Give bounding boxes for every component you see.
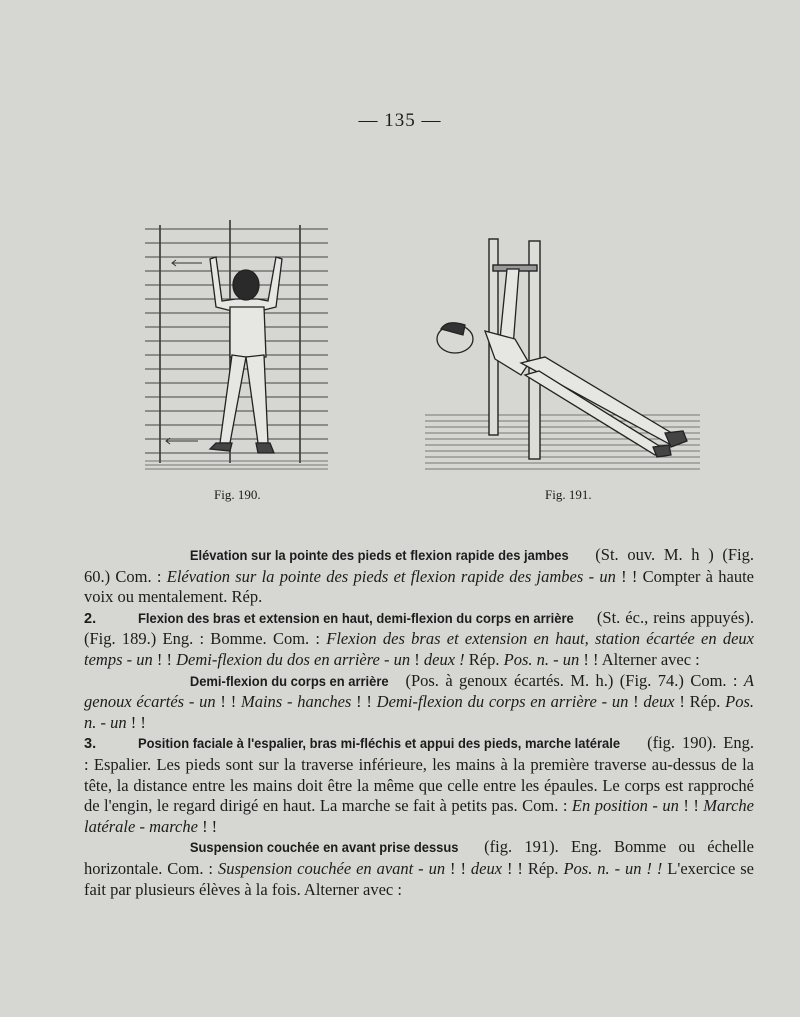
text: ! Rép.	[674, 692, 726, 712]
text: ! ! Rép.	[502, 858, 564, 878]
text: (St. éc., reins appuyés). (Fig. 189.) Eng. : Bomme. Com. :	[84, 607, 754, 649]
exercise-number: 3.	[84, 736, 97, 753]
text: (fig. 190). Eng. : Espalier. Les pieds sont sur la traverse inférieure, les mains à la première traverse au-dessus de la tête, la distance entre les mains doit être la même que celle entre les épaules. Le corps est rapproché de l'engin, le regard dirigé en haut. La marche se fait à petits pas. Com. :	[84, 733, 754, 816]
command: Suspension couchée en avant - un	[217, 858, 446, 878]
text: ! !	[152, 649, 177, 669]
text: ! !	[215, 692, 241, 712]
exercise-number: 2.	[84, 610, 97, 627]
text: ! !	[197, 816, 218, 836]
figure-190-illustration	[140, 215, 335, 475]
exercise-heading: Demi-flexion du corps en arrière	[189, 673, 389, 689]
exercise-heading: Flexion des bras et extension en haut, demi-flexion du corps en arrière	[138, 610, 574, 626]
text: !	[628, 692, 644, 712]
text: ! ! Compter à haute voix ou mentalement. Rép.	[84, 566, 754, 607]
command: Pos. n. - un ! !	[563, 858, 663, 878]
command: Elévation sur la pointe des pieds et flexion rapide des jambes - un	[166, 566, 616, 586]
text: L'exercice se fait par plusieurs élèves à la fois. Alterner avec :	[84, 858, 754, 899]
text: ! !	[678, 796, 704, 816]
exercise-heading: Elévation sur la pointe des pieds et flexion rapide des jambes	[189, 548, 569, 563]
command: Mains - hanches	[240, 692, 352, 712]
text: (fig. 191). Eng. Bomme ou échelle horizontale. Com. :	[84, 837, 754, 878]
command: Marche latérale - marche	[84, 796, 754, 836]
exercise-heading: Position faciale à l'espalier, bras mi-fléchis et appui des pieds, marche latérale	[138, 736, 621, 752]
command: Pos. n. - un	[84, 692, 754, 732]
paragraph-3	[84, 671, 754, 734]
text: ! !	[445, 858, 471, 878]
paragraph-5	[84, 837, 754, 900]
command: Pos. n. - un	[503, 649, 580, 669]
paragraph-1	[84, 545, 754, 608]
figure-191-illustration	[425, 235, 700, 475]
page-number: — 135 —	[358, 110, 442, 131]
command: Demi-flexion du corps en arrière - un	[376, 692, 629, 712]
text: Rép.	[464, 649, 504, 669]
text: (St. ouv. M. h ) (Fig. 60.) Com. :	[84, 545, 754, 586]
paragraph-4	[84, 733, 754, 837]
command: Flexion des bras et extension en haut, station écartée en deux temps - un	[84, 629, 754, 669]
paragraph-2	[84, 608, 754, 671]
command: deux	[643, 692, 675, 712]
text: !	[410, 649, 424, 669]
figure-191-caption: Fig. 191.	[545, 487, 592, 502]
body-text	[84, 545, 754, 900]
command: A genoux écartés - un	[84, 670, 754, 712]
exercise-heading: Suspension couchée en avant prise dessus	[189, 840, 459, 856]
text: ! !	[126, 712, 146, 732]
command: deux !	[423, 649, 465, 669]
command: Demi-flexion du dos en arrière - un	[176, 649, 411, 669]
command: En position - un	[571, 796, 679, 816]
figure-190-caption: Fig. 190.	[214, 487, 261, 502]
text: (Pos. à genoux écartés. M. h.) (Fig. 74.) Com. :	[399, 670, 744, 690]
text: ! !	[351, 692, 377, 712]
command: deux	[470, 858, 503, 878]
text: ! ! Alterner avec :	[579, 649, 700, 669]
